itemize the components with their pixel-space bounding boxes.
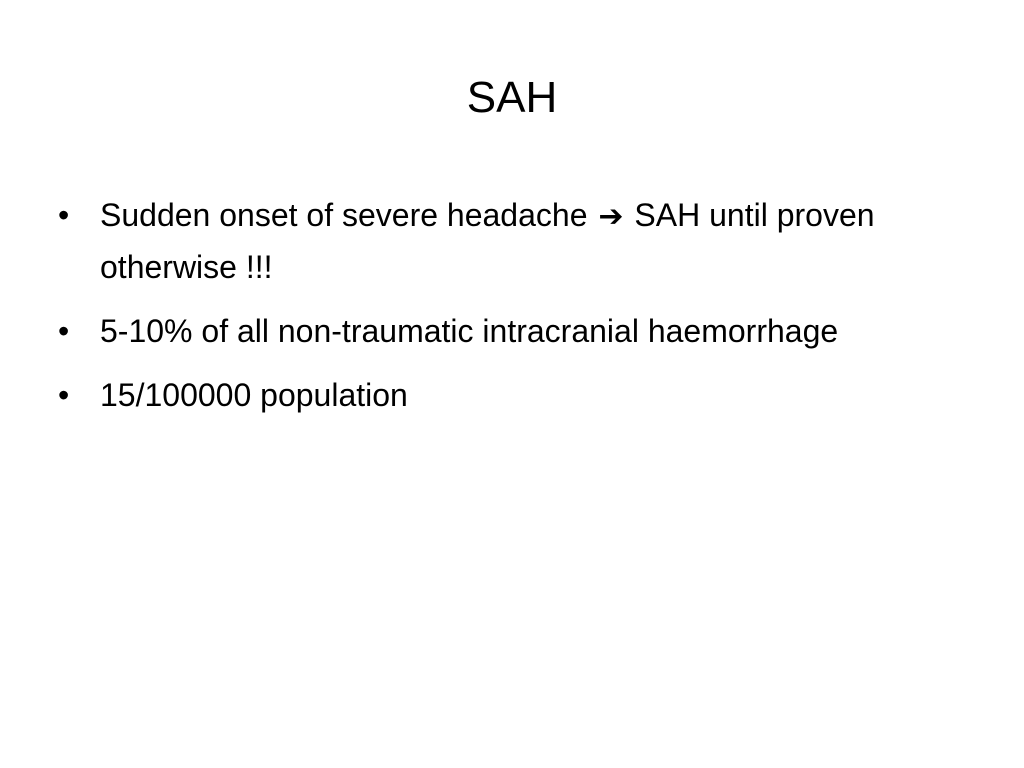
bullet-text-before: Sudden onset of severe headache	[100, 197, 588, 233]
list-item	[58, 370, 978, 420]
arrow-right-icon: ➔	[598, 200, 624, 233]
bullet-dot-icon: •	[58, 377, 70, 413]
bullet-list	[58, 190, 978, 434]
list-item	[58, 190, 978, 292]
bullet-text: 15/100000 population	[100, 377, 408, 413]
list-item	[58, 306, 978, 356]
bullet-dot-icon: •	[58, 313, 70, 349]
bullet-text: 5-10% of all non-traumatic intracranial haemorrhage	[100, 313, 839, 349]
bullet-text-after: SAH until proven otherwise !!!	[100, 197, 875, 285]
bullet-dot-icon: •	[58, 197, 70, 233]
slide-title: SAH	[466, 73, 558, 122]
